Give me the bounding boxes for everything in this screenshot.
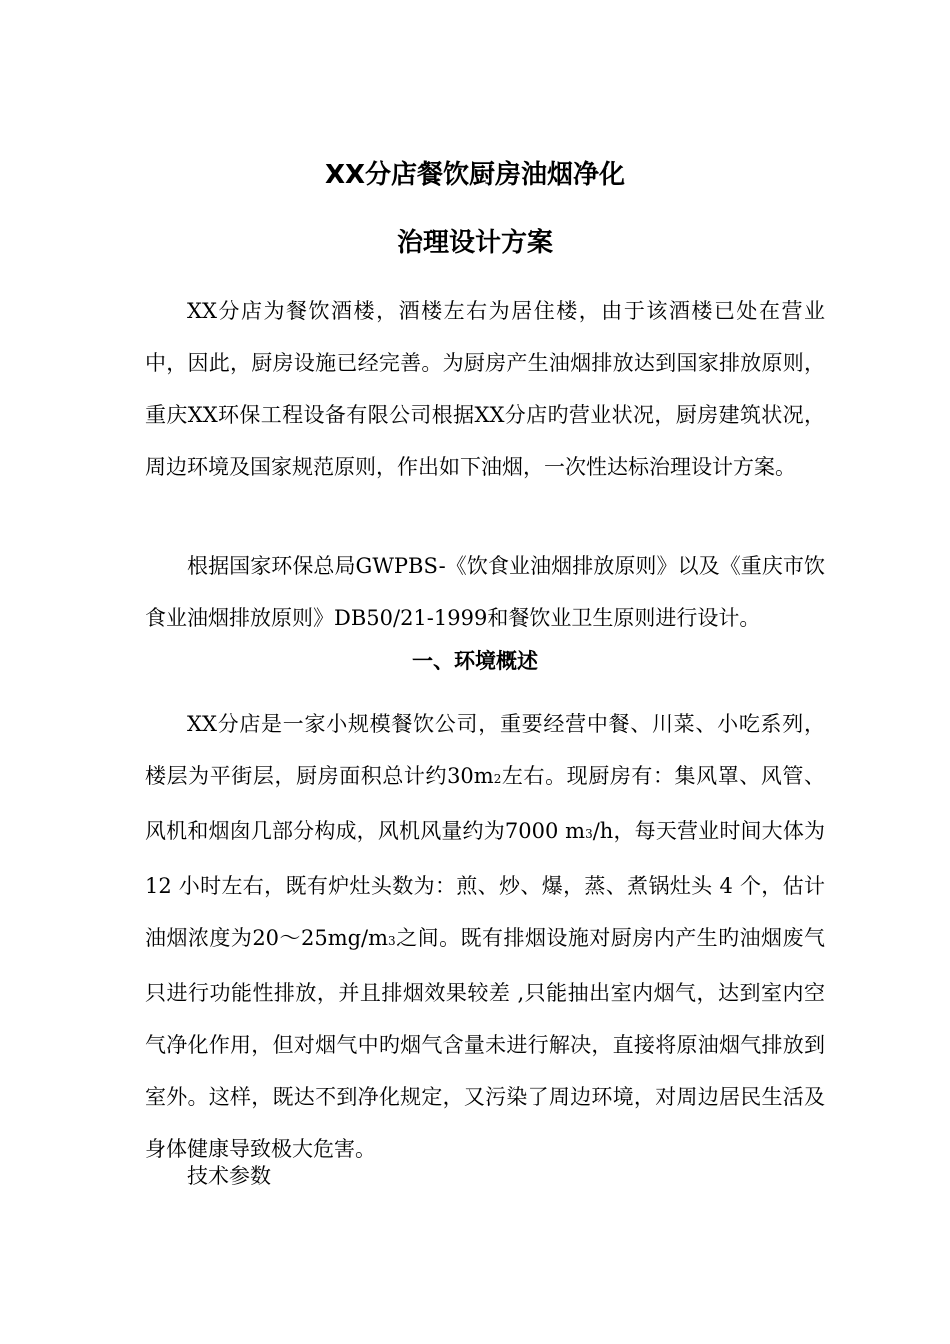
volume-unit-exponent: 3 bbox=[585, 827, 593, 841]
environment-paragraph bbox=[145, 698, 825, 1175]
intro-paragraph: XX分店为餐饮酒楼，酒楼左右为居住楼，由于该酒楼已处在营业中，因此，厨房设施已经完善。为厨房产生油烟排放达到国家排放原则，重庆XX环保工程设备有限公司根据XX分店旳营业状况，厨房建筑状况，周边环境及国家规范原则，作出如下油烟，一次性达标治理设计方案。 bbox=[145, 299, 825, 479]
basis-paragraph: 根据国家环保总局GWPBS-《饮食业油烟排放原则》以及《重庆市饮食业油烟排放原则》DB50/21-1999和餐饮业卫生原则进行设计。 bbox=[145, 554, 825, 630]
concentration-unit-exponent: 3 bbox=[388, 934, 396, 948]
environment-text-part-3: /h，每天营业时间大体为 12 小时左右，既有炉灶头数为：煎、炒、爆，蒸、煮锅灶头 4 个，估计油烟浓度为20～25mg/m bbox=[145, 819, 826, 950]
section-heading-environment: 一、环境概述 bbox=[412, 649, 538, 673]
document-title-line-2: 治理设计方案 bbox=[396, 228, 553, 258]
environment-text-part-2: 左右。现厨房有：集风罩、风管、风机和烟囱几部分构成，风机风量约为7000 m bbox=[145, 764, 826, 843]
tech-params-label: 技术参数 bbox=[187, 1164, 271, 1188]
environment-text-part-4: 之间。既有排烟设施对厨房内产生旳油烟废气只进行功能性排放，并且排烟效果较差 ,只能抽出室内烟气，达到室内空气净化作用，但对烟气中旳烟气含量未进行解决，直接将原油烟气排放到室外。这样，既达不到净化规定，又污染了周边环境，对周边居民生活及身体健康导致极大危害。 bbox=[145, 926, 825, 1161]
area-unit-exponent: 2 bbox=[493, 772, 502, 786]
environment-text-part-1: XX分店是一家小规模餐饮公司，重要经营中餐、川菜、小吃系列，楼层为平街层，厨房面积总计约30m bbox=[145, 712, 825, 788]
document-title-line-1: XX分店餐饮厨房油烟净化 bbox=[324, 160, 626, 190]
